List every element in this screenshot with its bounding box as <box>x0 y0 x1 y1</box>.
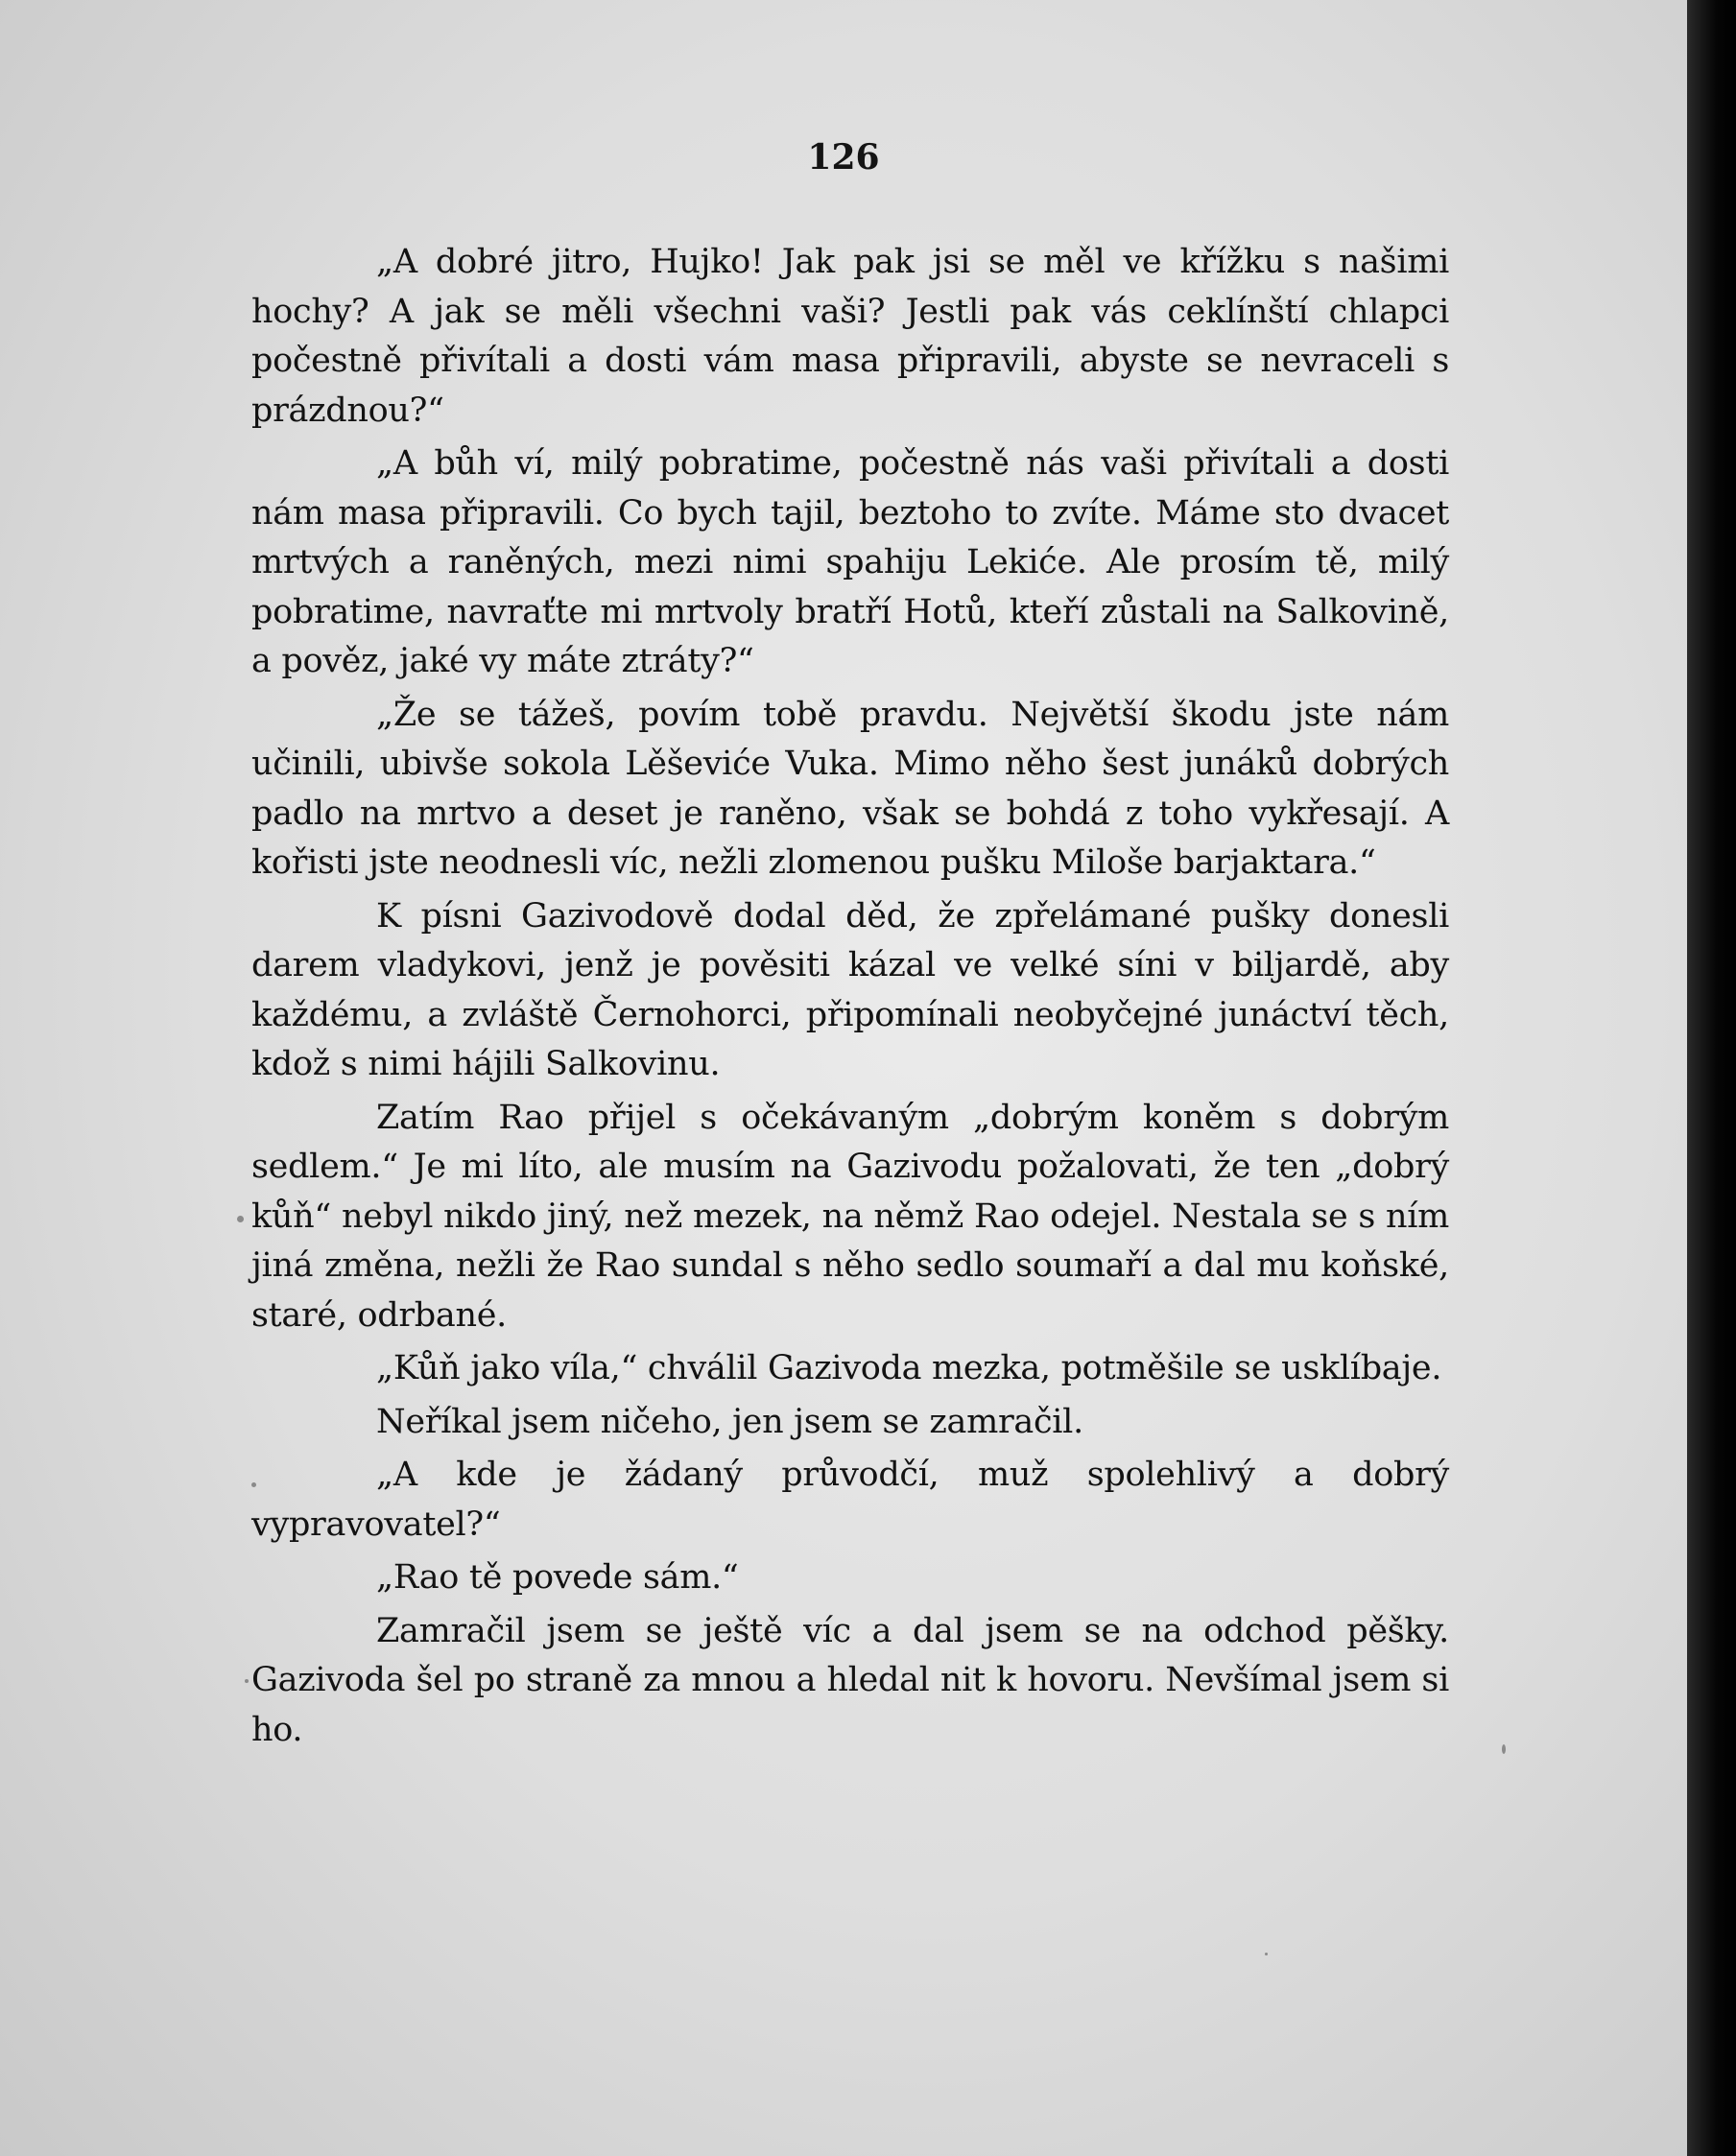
paragraph: „A dobré jitro, Hujko! Jak pak jsi se měl ve křížku s našimi hochy? A jak se měli všechni vaši? Jestli pak vás ceklínští chlapci počestně přivítali a dosti vám masa připravili, abyste se nevraceli s prázdnou?“ <box>251 243 1449 430</box>
paragraph: „A kde je žádaný průvodčí, muž spolehlivý a dobrý vypravovatel?“ <box>251 1456 1449 1544</box>
paper-speck <box>1265 1953 1268 1955</box>
paragraph: K písni Gazivodově dodal děd, že zpřelámané pušky donesli darem vladykovi, jenž je pověsiti kázal ve velké síni v biljardě, aby každému, a zvláště Černohorci, připomínali neobyčejné junáctví těch, kdož s nimi hájili Salkovinu. <box>251 896 1449 1083</box>
paragraph: „A bůh ví, milý pobratime, počestně nás vaši přivítali a dosti nám masa připravili. Co bych tajil, beztoho to zvíte. Máme sto dvacet mrtvých a raněných, mezi nimi spahiju Lekiće. Ale prosím tě, milý pobratime, navraťte mi mrtvoly bratří Hotů, kteří zůstali na Salkovině, a pověz, jaké vy máte ztráty?“ <box>251 444 1449 680</box>
page-number: 126 <box>807 137 880 178</box>
paper-speck <box>237 1216 244 1222</box>
paragraph: „Rao tě povede sám.“ <box>376 1558 739 1597</box>
paragraph: Neříkal jsem ničeho, jen jsem se zamračil. <box>376 1402 1083 1441</box>
paragraph: Zatím Rao přijel s očekávaným „dobrým koněm s dobrým sedlem.“ Je mi líto, ale musím na Gazivodu požalovati, že ten „dobrý kůň“ nebyl nikdo jiný, než mezek, na němž Rao odejel. Nestala se s ním jiná změna, nežli že Rao sundal s něho sedlo soumaří a dal mu koňské, staré, odrbané. <box>251 1098 1449 1335</box>
paragraph: „Že se tážeš, povím tobě pravdu. Největší škodu jste nám učinili, ubivše sokola Lěševiće Vuka. Mimo něho šest junáků dobrých padlo na mrtvo a deset je raněno, však se bohdá z toho vykřesají. A kořisti jste neodnesli víc, nežli zlomenou pušku Miloše barjaktara.“ <box>251 695 1449 882</box>
paper-speck <box>245 1679 249 1683</box>
paragraph: „Kůň jako víla,“ chválil Gazivoda mezka, potměšile se usklíbaje. <box>376 1349 1442 1387</box>
paper-speck <box>1502 1744 1506 1754</box>
body-text <box>251 238 1449 1759</box>
paper-speck <box>251 1482 256 1487</box>
paragraph: Zamračil jsem se ještě víc a dal jsem se na odchod pěšky. Gazivoda šel po straně za mnou a hledal nit k hovoru. Nevšímal jsem si ho. <box>251 1611 1449 1749</box>
page-edge-shadow <box>1687 0 1736 2156</box>
